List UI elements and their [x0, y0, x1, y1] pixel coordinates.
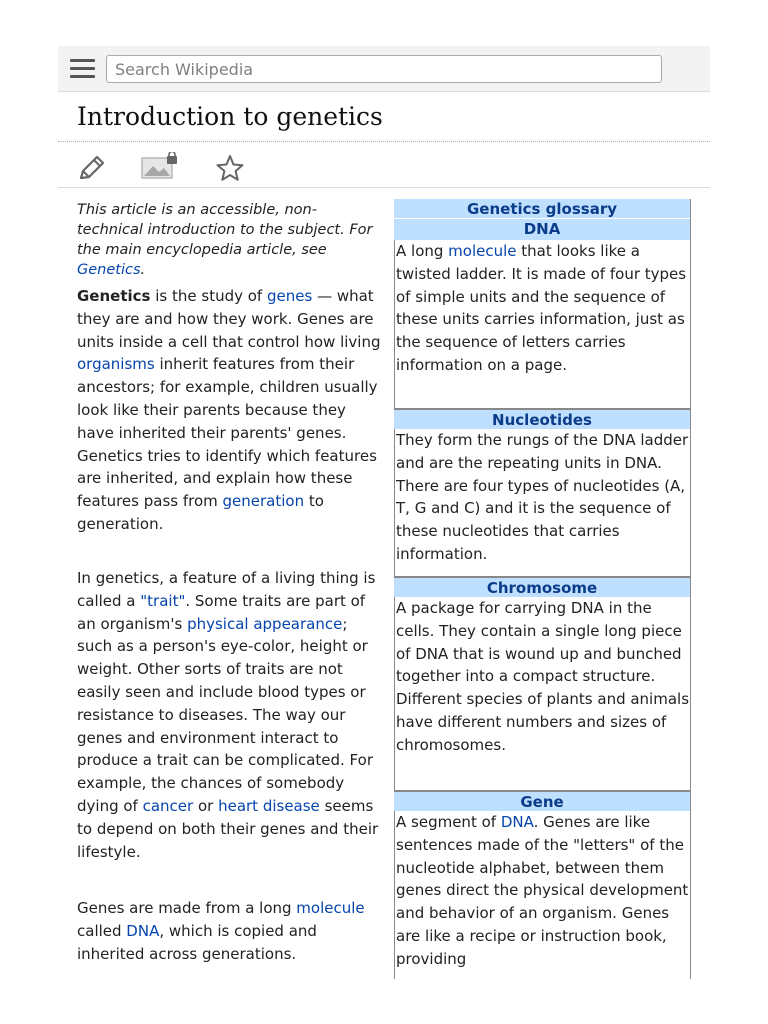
term-genetics: Genetics	[77, 287, 151, 305]
glossary-term-chromosome: Chromosome	[394, 576, 690, 597]
link-cancer[interactable]: cancer	[142, 796, 194, 815]
page-actions	[58, 150, 710, 188]
text: ; such as a person's eye-color, height or weight. Other sorts of traits are not easily seen and include blood types or resistance to diseases. The way our genes and environment interact to produce a trait can be complicated. For example, the chances of somebody dying of	[77, 614, 373, 815]
glossary-title: Genetics glossary	[394, 199, 690, 219]
glossary-definition-chromosome: A package for carrying DNA in the cells. They contain a single long piece of DNA that is wound up and bunched together into a compact structure. Different species of plants and animals have different numbers and sizes of chromosomes.	[394, 597, 690, 790]
text: to generation.	[77, 492, 324, 533]
star-icon	[214, 152, 246, 184]
paragraph-1	[77, 285, 387, 536]
link-organisms[interactable]: organisms	[77, 355, 155, 374]
link-dna[interactable]: DNA	[126, 921, 160, 940]
link-genes[interactable]: genes	[266, 287, 313, 305]
page-title: Introduction to genetics	[77, 102, 383, 131]
glossary-term-nucleotides: Nucleotides	[394, 408, 690, 429]
glossary-definition-gene	[394, 811, 690, 979]
link-trait[interactable]: "trait"	[140, 591, 186, 610]
hatnote-text: This article is an accessible, non-technical introduction to the subject. For the main encyclopedia article, see	[77, 202, 373, 258]
genetics-glossary-box	[394, 199, 691, 979]
glossary-definition-dna	[394, 240, 690, 408]
glossary-link-molecule[interactable]: molecule	[448, 242, 517, 260]
link-generation[interactable]: generation	[222, 492, 305, 511]
title-divider	[58, 141, 710, 142]
text: is the study of	[150, 287, 267, 305]
hatnote	[77, 200, 377, 280]
link-molecule[interactable]: molecule	[296, 899, 365, 917]
text: . Some traits are part of an organism's	[77, 591, 366, 633]
glossary-term-dna: DNA	[394, 219, 690, 240]
text: Genes are made from a long	[77, 899, 297, 917]
text: that looks like a twisted ladder. It is made of four types of simple units and the sequence of these units carries information, just as the sequence of letters carries information on a page.	[396, 242, 687, 374]
edit-button[interactable]	[76, 152, 108, 184]
upload-image-button[interactable]	[140, 152, 172, 184]
pencil-icon	[76, 152, 108, 184]
watch-button[interactable]	[214, 152, 246, 184]
text: In genetics, a feature of a living thing is called a	[77, 569, 376, 610]
text: , which is copied and inherited across generations.	[77, 921, 317, 963]
header-bar	[58, 46, 710, 92]
link-heart-disease[interactable]: heart disease	[218, 796, 320, 815]
locked-image-icon	[140, 152, 180, 184]
text: A segment of	[396, 813, 501, 831]
glossary-definition-nucleotides: They form the rungs of the DNA ladder and are the repeating units in DNA. There are four types of nucleotides (A, T, G and C) and it is the sequence of these nucleotides that carries information.	[394, 429, 690, 576]
menu-icon[interactable]	[70, 59, 95, 79]
glossary-term-gene: Gene	[394, 790, 690, 811]
hatnote-end: .	[140, 262, 146, 278]
glossary-link-dna[interactable]: DNA	[500, 813, 534, 831]
text: inherit features from their ancestors; for example, children usually look like their parents because they have inherited their parents' genes. Genetics tries to identify which features are inherited, and explain how these features pass from	[77, 355, 378, 511]
text: . Genes are like sentences made of the "letters" of the nucleotide alphabet, between them genes direct the physical development and behavior of an organism. Genes are like a recipe or instruction book, providing	[396, 813, 689, 968]
text: — what they are and how they work. Genes are units inside a cell that control how living	[77, 287, 381, 351]
paragraph-3	[77, 897, 387, 965]
search-input[interactable]	[106, 55, 662, 83]
text: called	[77, 921, 127, 940]
paragraph-2	[77, 567, 387, 863]
link-physical-appearance[interactable]: physical appearance	[187, 614, 343, 633]
text: or	[193, 796, 219, 815]
text: seems to depend on both their genes and their lifestyle.	[77, 796, 379, 861]
hatnote-link-genetics[interactable]: Genetics	[77, 262, 141, 278]
text: A long	[396, 242, 449, 260]
